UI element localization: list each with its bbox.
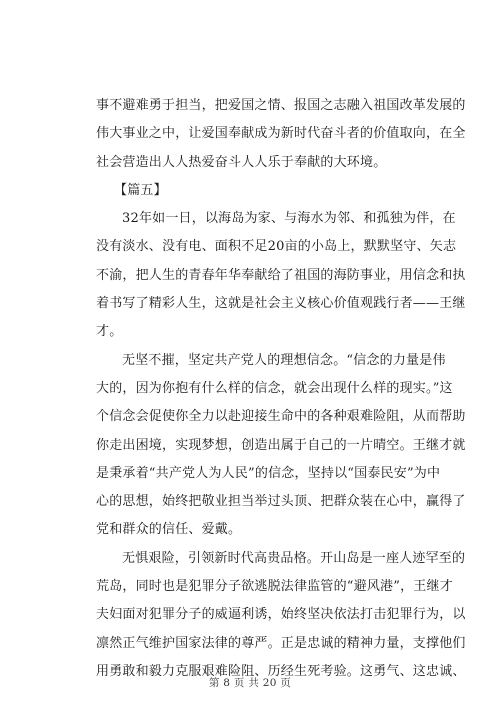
- paragraph-line: 大的，因为你抱有什么样的信念，就会出现什么样的现实。”这: [96, 380, 453, 396]
- section-heading: 【篇五】: [114, 182, 167, 198]
- paragraph-line: 心的思想，始终把敬业担当举过头顶、把群众装在心中，赢得了: [96, 494, 466, 510]
- paragraph-line: 无坚不摧，坚定共产党人的理想信念。“信念的力量是伟: [122, 352, 446, 368]
- paragraph-line: 凛然正气维护国家法律的尊严。正是忠诚的精神力量，支撑他们: [96, 635, 466, 651]
- paragraph-line: 你走出困境，实现梦想，创造出属于自己的一片晴空。王继才就: [96, 437, 466, 453]
- paragraph-line: 着书写了精彩人生，这就是社会主义核心价值观践行者——王继: [96, 296, 466, 312]
- paragraph-line: 是秉承着“共产党人为人民”的信念，坚持以“国泰民安”为中: [96, 465, 441, 481]
- paragraph-line: 社会营造出人人热爱奋斗人人乐于奉献的大环境。: [96, 154, 387, 170]
- paragraph-line: 党和群众的信任、爱戴。: [96, 522, 242, 538]
- paragraph-line: 个信念会促使你全力以赴迎接生命中的各种艰难险阻，从而帮助: [96, 409, 466, 425]
- paragraph-line: 荒岛，同时也是犯罪分子欲逃脱法律监管的“避风港”，王继才: [96, 579, 453, 595]
- paragraph-line: 才。: [96, 324, 123, 340]
- paragraph-line: 伟大事业之中，让爱国奉献成为新时代奋斗者的价值取向，在全: [96, 126, 466, 142]
- page-footer: 第 8 页 共 20 页: [208, 677, 292, 689]
- paragraph-line: 夫妇面对犯罪分子的威逼利诱，始终坚决依法打击犯罪行为，以: [96, 607, 466, 623]
- paragraph-line: 32年如一日，以海岛为家、与海水为邻、和孤独为伴，在: [122, 211, 456, 227]
- paragraph-line: 没有淡水、没有电、面积不足20亩的小岛上，默默坚守、矢志: [96, 239, 457, 255]
- document-body: [96, 92, 466, 686]
- paragraph-line: 无惧艰险，引领新时代高贵品格。开山岛是一座人迹罕至的: [122, 550, 466, 566]
- paragraph-line: 用勇敢和毅力克服艰难险阻、历经生死考验。这勇气、这忠诚、: [96, 663, 466, 679]
- paragraph-line: 事不避难勇于担当，把爱国之情、报国之志融入祖国改革发展的: [96, 98, 466, 113]
- paragraph-line: 不渝，把人生的青春年华奉献给了祖国的海防事业，用信念和执: [96, 267, 466, 283]
